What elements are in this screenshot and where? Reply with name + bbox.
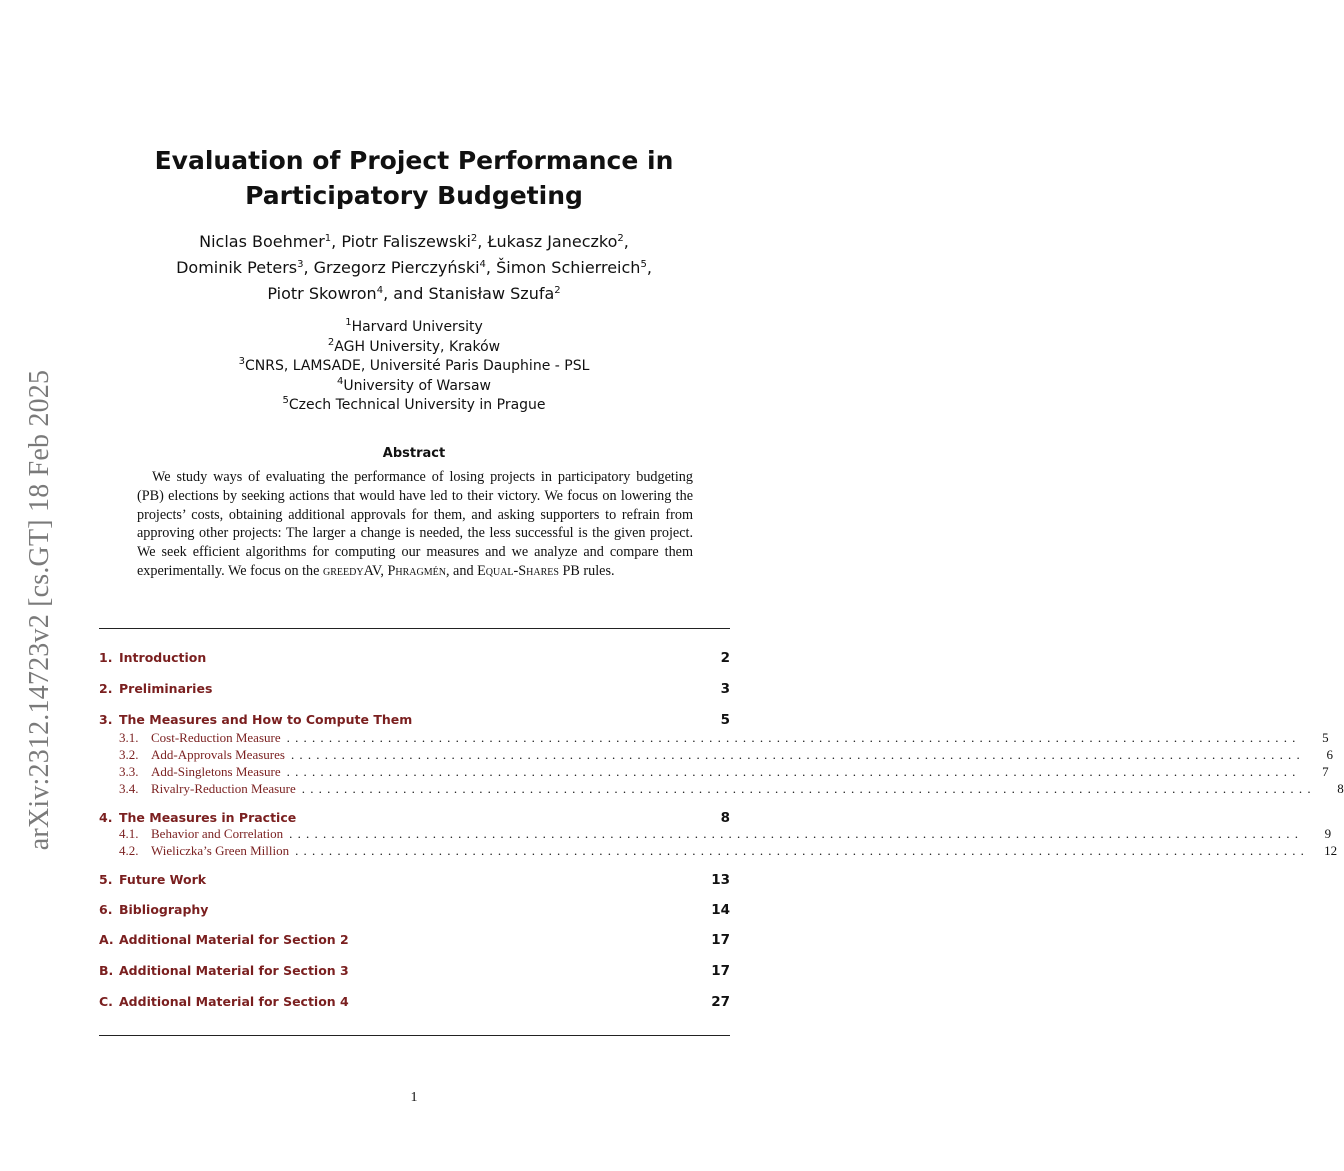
author-line-1: Niclas Boehmer$^1$, Piotr Faliszewski$^2$, Łukasz Janeczko$^2$, (199, 232, 629, 251)
author-affiliation-mark: 2 (470, 233, 478, 244)
toc-section-entry[interactable] (99, 963, 730, 981)
toc-section-number: 3. (99, 712, 113, 727)
affiliation-name: Harvard University (351, 319, 483, 335)
paper-title (0, 143, 828, 213)
toc-section-title[interactable]: Additional Material for Section 3 (119, 963, 349, 978)
toc-subsection-page: 7 (1322, 764, 1329, 779)
toc-section-number: 5. (99, 872, 113, 887)
toc-subsection-number: 4.2. (119, 843, 139, 858)
separator: , (380, 562, 388, 579)
toc-bottom-rule (99, 1035, 730, 1036)
affiliation-number: 3 (238, 356, 245, 367)
toc-subsection-entry[interactable] (119, 730, 1329, 747)
toc-subsection-page: 6 (1326, 747, 1333, 762)
toc-subsection-entry[interactable] (119, 764, 1329, 781)
toc-section-page: 27 (711, 994, 730, 1010)
toc-section-title[interactable]: Additional Material for Section 4 (119, 994, 349, 1009)
toc-leader-dots: ........................................................................................................................ (286, 764, 1301, 779)
toc-section-title[interactable]: Future Work (119, 872, 207, 887)
toc-section-page: 3 (720, 681, 730, 697)
authors-conjunction: and (393, 284, 424, 303)
author-affiliation-mark: 4 (479, 259, 486, 270)
toc-subsection-title[interactable]: Behavior and Correlation (151, 826, 284, 841)
author-affiliation-mark: 2 (554, 285, 561, 296)
toc-section-page: 2 (720, 650, 730, 666)
toc-leader-dots: ........................................................................................................................ (286, 730, 1301, 745)
toc-section-entry[interactable] (99, 994, 730, 1012)
author-affiliation-mark: 2 (617, 233, 624, 244)
toc-section-entry[interactable] (99, 712, 730, 730)
toc-subsection-title[interactable]: Add-Approvals Measures (151, 747, 285, 762)
affiliation (0, 377, 828, 397)
author-name: Piotr Skowron (267, 284, 377, 303)
arxiv-identifier-stamp: arXiv:2312.14723v2 [cs.GT] 18 Feb 2025 (24, 369, 55, 851)
toc-section-number: A. (99, 932, 114, 947)
toc-leader-dots: ........................................................................................................................ (290, 747, 1305, 762)
toc-subsection-entry[interactable] (119, 781, 1344, 798)
toc-subsection-entry[interactable] (119, 747, 1333, 764)
abstract-tail: PB rules. (558, 562, 615, 579)
affiliation-name: AGH University, Kraków (334, 338, 501, 355)
affiliation (0, 338, 828, 358)
author-name: Piotr Faliszewski (341, 232, 471, 251)
toc-subsection-title[interactable]: Cost-Reduction Measure (151, 730, 281, 745)
affiliation-name: University of Warsaw (343, 377, 491, 394)
author-affiliation-mark: 4 (376, 285, 384, 296)
toc-subsection-page: 8 (1337, 781, 1344, 796)
abstract-heading: Abstract (382, 446, 446, 461)
affiliation (0, 396, 828, 416)
toc-top-rule (99, 628, 730, 629)
toc-section-number: C. (99, 994, 113, 1009)
toc-section-title[interactable]: Additional Material for Section 2 (119, 932, 349, 947)
toc-section-title[interactable]: Bibliography (119, 902, 209, 917)
toc-section-number: 4. (99, 810, 113, 825)
page-number: 1 (410, 1090, 418, 1105)
toc-section-number: 1. (99, 650, 113, 665)
abstract-body (137, 468, 693, 581)
affiliation-number: 2 (327, 336, 335, 348)
author-name: Grzegorz Pierczyński (313, 258, 480, 277)
toc-section-entry[interactable] (99, 932, 730, 950)
toc-subsection-page: 5 (1322, 730, 1329, 745)
affiliation-number: 1 (345, 317, 352, 328)
toc-section-entry[interactable] (99, 650, 730, 668)
affiliation-list (0, 318, 828, 416)
toc-subsection-entry[interactable] (119, 826, 1332, 843)
rule-name-phragmen: Phragmén (387, 562, 446, 579)
author-affiliation-mark: 1 (324, 233, 332, 244)
affiliation-number: 5 (282, 395, 289, 406)
author-name: Dominik Peters (176, 258, 298, 277)
toc-leader-dots: ........................................................................................................................ (289, 826, 1304, 841)
rule-name-greedy: greedy (323, 562, 364, 579)
toc-subsection-entry[interactable] (119, 843, 1338, 860)
toc-subsection-number: 3.3. (119, 764, 139, 779)
author-line-3: Piotr Skowron$^4$, and Stanisław Szufa$^2$ (267, 284, 561, 303)
toc-section-title[interactable]: Introduction (119, 650, 207, 665)
toc-section-page: 5 (720, 712, 730, 728)
toc-section-page: 8 (720, 810, 730, 826)
toc-section-entry[interactable] (99, 902, 730, 920)
toc-leader-dots: ........................................................................................................................ (295, 843, 1310, 858)
toc-subsection-number: 3.2. (119, 747, 139, 762)
toc-subsection-number: 3.4. (119, 781, 139, 796)
title-line-2: Participatory Budgeting (245, 181, 583, 210)
toc-section-entry[interactable] (99, 872, 730, 890)
author-name: Łukasz Janeczko (487, 232, 618, 251)
author-name: Stanisław Szufa (428, 284, 555, 303)
toc-section-number: B. (99, 963, 114, 978)
toc-section-page: 14 (711, 902, 730, 918)
toc-section-title[interactable]: The Measures and How to Compute Them (119, 712, 413, 727)
toc-subsection-number: 4.1. (119, 826, 139, 841)
toc-section-number: 2. (99, 681, 113, 696)
toc-section-number: 6. (99, 902, 113, 917)
affiliation (0, 318, 828, 338)
toc-leader-dots: ........................................................................................................................ (301, 781, 1316, 796)
author-list (0, 229, 828, 307)
toc-subsection-number: 3.1. (119, 730, 139, 745)
abstract-text: We study ways of evaluating the performance of losing projects in participatory budgeting (PB) elections by seeking actions that would have led to their victory. We focus on lowering the projects’ costs, obtaining additional approvals for them, and asking supporters to refrain from approving other projects: The larger a change is needed, the less successful is the given project. We seek efficient algorithms for computing our measures and we analyze and compare them experimentally. We focus on the (137, 469, 693, 579)
toc-subsection-page: 9 (1324, 826, 1332, 841)
toc-subsection-title[interactable]: Add-Singletons Measure (151, 764, 281, 779)
toc-subsection-title[interactable]: Rivalry-Reduction Measure (151, 781, 296, 796)
affiliation-number: 4 (337, 375, 344, 387)
title-line-1: Evaluation of Project Performance in (154, 146, 674, 175)
affiliation (0, 357, 828, 377)
affiliation-name: Czech Technical University in Prague (288, 397, 546, 413)
toc-subsection-page: 12 (1324, 843, 1338, 858)
affiliation-name: CNRS, LAMSADE, Université Paris Dauphine - PSL (244, 358, 590, 374)
separator: , and (445, 562, 478, 579)
toc-section-page: 17 (711, 932, 730, 948)
toc-section-page: 13 (711, 872, 730, 888)
toc-section-page: 17 (711, 963, 730, 979)
rule-name-equal-shares: Equal-Shares (477, 562, 559, 579)
toc-section-entry[interactable] (99, 681, 730, 699)
rule-name-suffix: AV (363, 562, 381, 579)
author-affiliation-mark: 3 (297, 259, 304, 270)
toc-section-title[interactable]: Preliminaries (119, 681, 213, 696)
toc-subsection-title[interactable]: Wieliczka’s Green Million (151, 843, 290, 858)
author-name: Šimon Schierreich (496, 258, 641, 277)
toc-section-title[interactable]: The Measures in Practice (119, 810, 297, 825)
author-name: Niclas Boehmer (199, 232, 325, 251)
author-affiliation-mark: 5 (640, 259, 647, 270)
author-line-2: Dominik Peters$^3$, Grzegorz Pierczyński$^4$, Šimon Schierreich$^5$, (176, 258, 652, 277)
